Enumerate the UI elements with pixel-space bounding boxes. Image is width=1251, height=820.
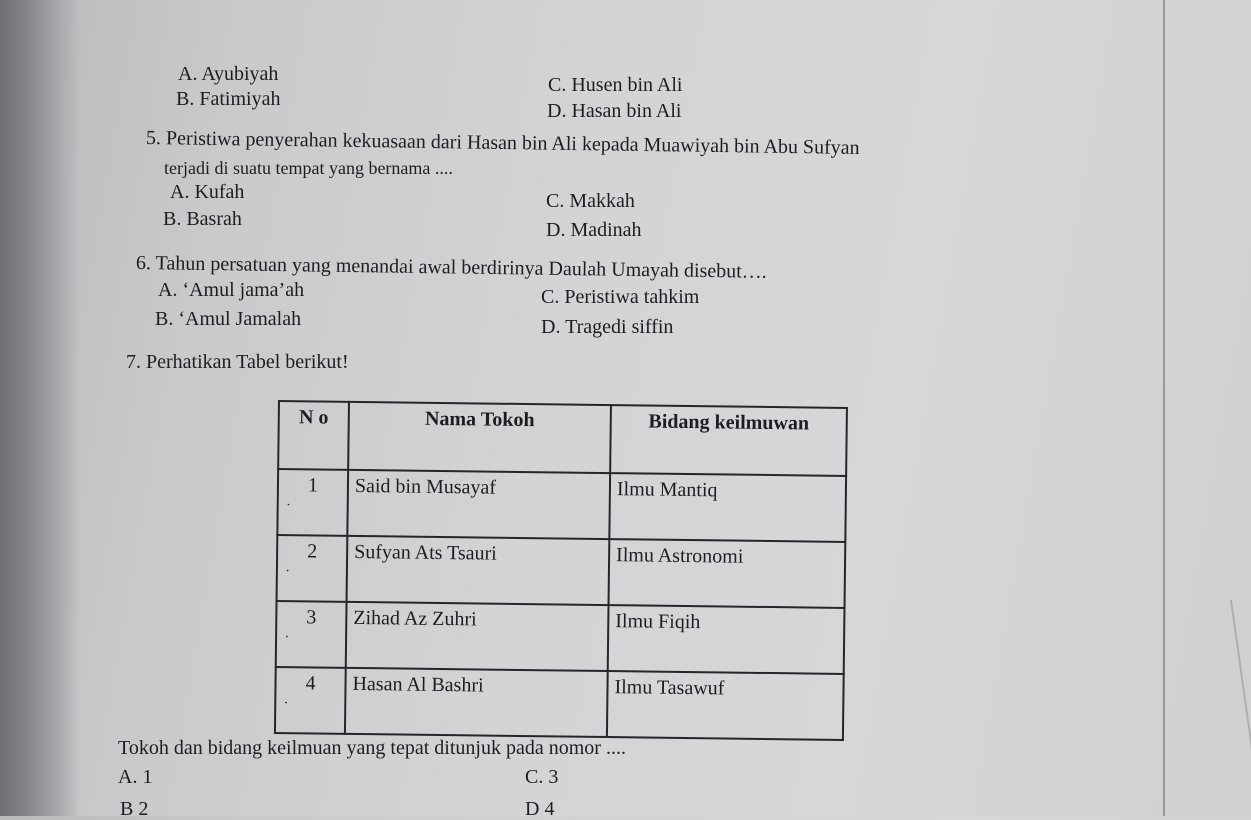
q4-option-a: A. Ayubiyah (178, 63, 279, 85)
row-name-cell: Hasan Al Bashri (345, 668, 608, 737)
q5-option-b: B. Basrah (163, 208, 242, 230)
row-number-cell: 4 . (275, 667, 346, 734)
table-row (277, 469, 846, 542)
row-name-cell: Said bin Musayaf (347, 470, 610, 539)
table-row (275, 667, 844, 740)
row-field-cell: Ilmu Fiqih (608, 605, 845, 674)
table-row (277, 535, 846, 608)
q6-option-b: B. ‘Amul Jamalah (155, 308, 302, 330)
table-header-row (278, 401, 847, 476)
q6-option-c: C. Peristiwa tahkim (541, 286, 700, 308)
q5-option-d: D. Madinah (546, 219, 642, 241)
q5-question-line2: terjadi di suatu tempat yang bernama .... (164, 158, 453, 178)
row-field-cell: Ilmu Astronomi (609, 539, 846, 608)
q6-question: 6. Tahun persatuan yang menandai awal berdirinya Daulah Umayah disebut…. (135, 252, 767, 283)
q7-intro: 7. Perhatikan Tabel berikut! (126, 351, 349, 373)
row-field-cell: Ilmu Mantiq (609, 473, 846, 542)
column-header-bidang-keilmuwan: Bidang keilmuwan (610, 405, 847, 476)
q6-option-a: A. ‘Amul jama’ah (158, 279, 305, 301)
row-field-cell: Ilmu Tasawuf (607, 671, 844, 740)
tokoh-table (274, 400, 848, 741)
table-row (276, 601, 845, 674)
q7-option-c: C. 3 (525, 766, 559, 788)
column-header-no: N o (278, 401, 349, 470)
page-crease-line (1163, 0, 1165, 816)
q4-option-b: B. Fatimiyah (176, 88, 281, 110)
q7-option-b: B 2 (120, 798, 149, 820)
row-name-cell: Sufyan Ats Tsauri (347, 536, 610, 605)
row-number-cell: 3 . (276, 601, 347, 668)
q7-option-a: A. 1 (118, 766, 153, 788)
row-number-cell: 1 . (277, 469, 348, 536)
row-number-cell: 2 . (277, 535, 348, 602)
q4-option-c: C. Husen bin Ali (548, 74, 683, 96)
book-binding-shadow (0, 0, 80, 816)
q7-question: Tokoh dan bidang keilmuan yang tepat ditunjuk pada nomor .... (118, 737, 626, 759)
q7-option-d: D 4 (525, 798, 555, 820)
q5-option-c: C. Makkah (546, 190, 635, 212)
q6-option-d: D. Tragedi siffin (541, 316, 674, 338)
row-name-cell: Zihad Az Zuhri (346, 602, 609, 671)
q4-option-d: D. Hasan bin Ali (547, 100, 682, 122)
q5-option-a: A. Kufah (170, 181, 245, 203)
q5-question-line1: 5. Peristiwa penyerahan kekuasaan dari Hasan bin Ali kepada Muawiyah bin Abu Sufyan (145, 127, 860, 159)
page-corner-crease (1230, 600, 1251, 814)
column-header-nama-tokoh: Nama Tokoh (348, 402, 611, 473)
